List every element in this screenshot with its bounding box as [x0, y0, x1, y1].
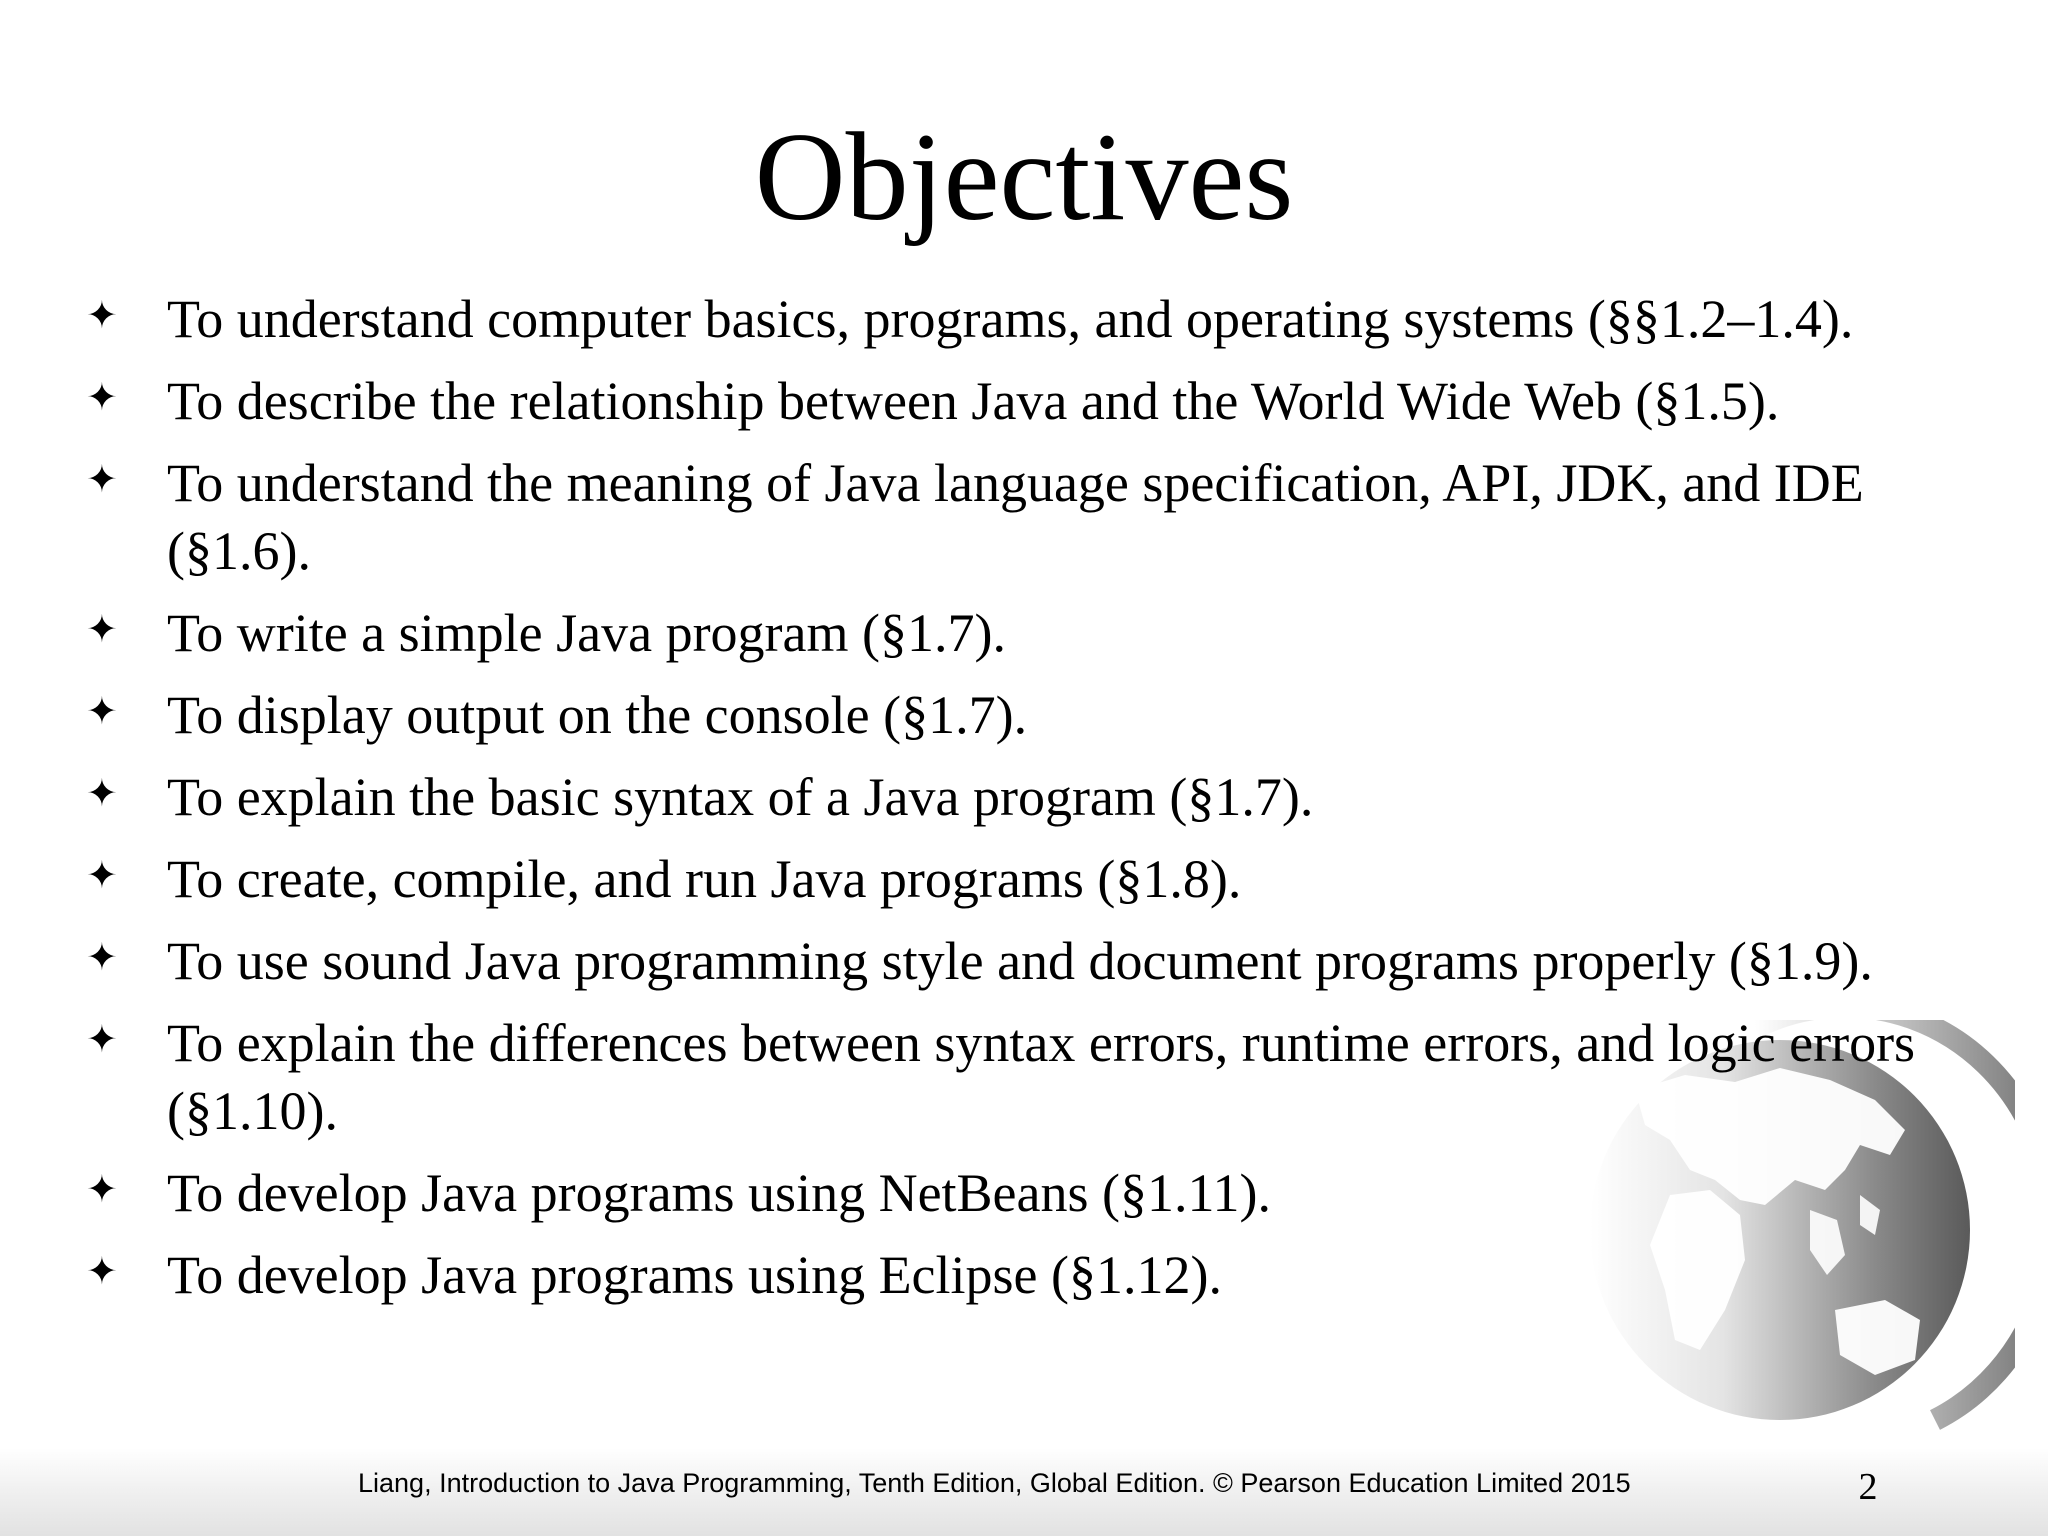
four-pointed-star-icon: ✦: [86, 293, 118, 337]
four-pointed-star-icon: ✦: [86, 689, 118, 733]
objectives-list: [0, 285, 2048, 1323]
objective-text: To explain the differences between syntax errors, runtime errors, and logic errors (§1.10).: [167, 1013, 1916, 1141]
objective-item: [0, 681, 2048, 749]
objective-item: [0, 1009, 2048, 1145]
four-pointed-star-icon: ✦: [86, 853, 118, 897]
objective-item: [0, 927, 2048, 995]
page-number: 2: [1858, 1466, 1878, 1508]
objective-text: To write a simple Java program (§1.7).: [167, 603, 1006, 663]
four-pointed-star-icon: ✦: [86, 935, 118, 979]
objective-text: To understand the meaning of Java language specification, API, JDK, and IDE (§1.6).: [167, 453, 1864, 581]
four-pointed-star-icon: ✦: [86, 457, 118, 501]
four-pointed-star-icon: ✦: [86, 1249, 118, 1293]
objective-item: [0, 1159, 2048, 1227]
four-pointed-star-icon: ✦: [86, 1167, 118, 1211]
objective-item: [0, 367, 2048, 435]
objective-text: To display output on the console (§1.7).: [167, 685, 1028, 745]
objective-item: [0, 1241, 2048, 1309]
four-pointed-star-icon: ✦: [86, 375, 118, 419]
four-pointed-star-icon: ✦: [86, 607, 118, 651]
four-pointed-star-icon: ✦: [86, 1017, 118, 1061]
objective-item: [0, 599, 2048, 667]
objective-text: To develop Java programs using NetBeans (§1.11).: [167, 1163, 1271, 1223]
slide-title: Objectives: [754, 108, 1294, 247]
objective-text: To describe the relationship between Java and the World Wide Web (§1.5).: [167, 371, 1780, 431]
objective-text: To understand computer basics, programs, and operating systems (§§1.2–1.4).: [167, 289, 1854, 349]
four-pointed-star-icon: ✦: [86, 771, 118, 815]
footer-citation: Liang, Introduction to Java Programming, Tenth Edition, Global Edition. © Pearson Education Limited 2015: [358, 1468, 1631, 1498]
objective-text: To explain the basic syntax of a Java program (§1.7).: [167, 767, 1314, 827]
objective-item: [0, 449, 2048, 585]
objective-text: To develop Java programs using Eclipse (§1.12).: [167, 1245, 1222, 1305]
objective-item: [0, 285, 2048, 353]
objective-text: To create, compile, and run Java programs (§1.8).: [167, 849, 1242, 909]
objective-item: [0, 763, 2048, 831]
objective-text: To use sound Java programming style and document programs properly (§1.9).: [167, 931, 1873, 991]
objective-item: [0, 845, 2048, 913]
